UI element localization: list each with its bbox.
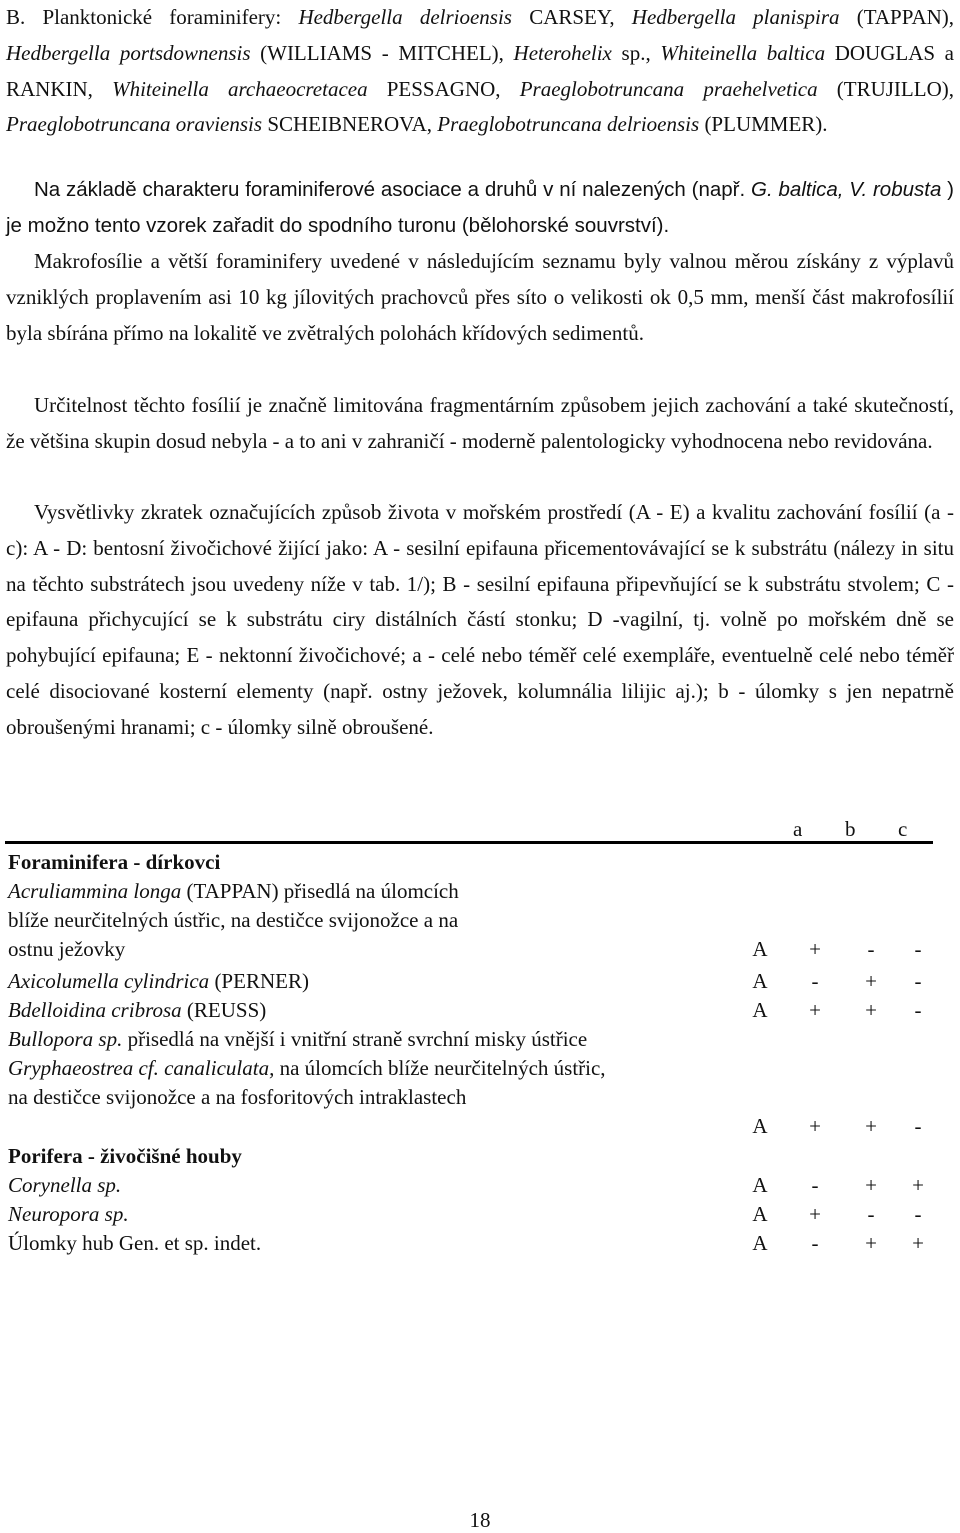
text: sp., [621, 40, 651, 65]
species-name: Whiteinella baltica [660, 40, 826, 65]
life-mode-cell: A [752, 969, 768, 993]
preservation-a-cell: - [811, 969, 819, 993]
text: na úlomcích blíže neurčitelných ústřic, [279, 1056, 606, 1080]
preservation-b-cell: + [865, 1173, 877, 1197]
column-header-a: a [793, 817, 803, 841]
text: blíže neurčitelných ústřic, na destičce svijonožce a na [8, 908, 459, 932]
life-mode-cell: A [752, 1173, 768, 1197]
text: DOUGLAS a RANKIN, [6, 40, 954, 101]
text: (TAPPAN), [856, 5, 955, 29]
text: (WILLIAMS - MITCHEL), [260, 40, 504, 65]
species-name: Bullopora sp. [8, 1027, 123, 1051]
text: Na základě charakteru foraminiferové asociace a druhů v ní nalezených (např. [34, 178, 746, 201]
preservation-a-cell: - [811, 1231, 819, 1255]
species-name: Heterohelix [513, 40, 612, 65]
preservation-a-cell: + [809, 1202, 821, 1226]
preservation-c-cell: + [912, 1231, 924, 1255]
text: (TRUJILLO), [836, 76, 954, 101]
species-name: Whiteinella archaeocretacea [112, 76, 368, 101]
text: ostnu ježovky [8, 937, 126, 961]
species-name: Bdelloidina cribrosa [8, 998, 182, 1022]
life-mode-cell: A [752, 1231, 768, 1255]
life-mode-cell: A [752, 937, 768, 961]
species-name: Praeglobotruncana delrioensis [437, 112, 700, 137]
preservation-b-cell: - [867, 937, 875, 961]
text: na destičce svijonožce a na fosforitových intraklastech [8, 1085, 467, 1109]
preservation-a-cell: - [811, 1173, 819, 1197]
species-name: Neuropora sp. [8, 1202, 129, 1226]
column-header-b: b [845, 817, 856, 841]
preservation-b-cell: + [865, 1114, 877, 1138]
life-mode-cell: A [752, 1114, 768, 1138]
text: Úlomky hub Gen. et sp. indet. [8, 1231, 262, 1255]
preservation-a-cell: + [809, 998, 821, 1022]
group-heading-text: Porifera - živočišné houby [8, 1144, 242, 1168]
page-number: 18 [469, 1508, 491, 1532]
species-name: Hedbergella portsdownensis [6, 40, 251, 65]
preservation-c-cell: - [914, 937, 922, 961]
species-name: Praeglobotruncana oraviensis [6, 112, 263, 137]
preservation-b-cell: + [865, 969, 877, 993]
stratigraphy-paragraph [6, 172, 954, 244]
preservation-c-cell: - [914, 1114, 922, 1138]
preservation-b-cell: + [865, 1231, 877, 1255]
text: (REUSS) [186, 998, 267, 1022]
species-name: Gryphaeostrea cf. canaliculata, [8, 1056, 275, 1080]
preservation-b-cell: - [867, 1202, 875, 1226]
preservation-c-cell: - [914, 998, 922, 1022]
table-rule [5, 841, 933, 844]
text: přisedlá na vnější i vnitřní straně svrchní misky ústřice [127, 1027, 588, 1051]
text: SCHEIBNEROVA, [267, 112, 433, 137]
text: B. Planktonické foraminifery: [6, 5, 282, 29]
text: PESSAGNO, [386, 76, 501, 101]
preservation-c-cell: + [912, 1173, 924, 1197]
species-name: Hedbergella delrioensis [298, 5, 512, 29]
text: (TAPPAN) přisedlá na úlomcích [186, 879, 459, 903]
species-name: Axicolumella cylindrica [8, 969, 210, 993]
macrofossils-paragraph: Makrofosílie a větší foraminifery uvedené v následujícím seznamu byly valnou měrou získány z výplavů vzniklých proplavením asi 10 kg jílovitých prachovců přes síto o velikosti ok 0,5 mm, menší část makrofosílií byla sbírána přímo na lokalitě ve zvětralých polohách křídových sedimentů. [6, 249, 954, 345]
preservation-c-cell: - [914, 969, 922, 993]
text: (PLUMMER). [704, 112, 828, 137]
life-mode-cell: A [752, 1202, 768, 1226]
planktonic-foraminifera-paragraph [6, 0, 954, 143]
column-header-c: c [898, 817, 908, 841]
preservation-c-cell: - [914, 1202, 922, 1226]
species-name: G. baltica, V. robusta [751, 178, 942, 201]
preservation-a-cell: + [809, 937, 821, 961]
preservation-b-cell: + [865, 998, 877, 1022]
determinability-paragraph: Určitelnost těchto fosílií je značně limitována fragmentárním způsobem jejich zachování a také skutečností, že většina skupin dosud nebyla - a to ani v zahraničí - moderně palentologicky vyhodnocena nebo revidována. [6, 393, 954, 453]
species-name: Corynella sp. [8, 1173, 122, 1197]
abbreviations-paragraph: Vysvětlivky zkratek označujících způsob života v mořském prostředí (A - E) a kvalitu zachování fosílií (a - c): A - D: bentosní živočichové žijící jako: A - sesilní epifauna přicementovávající se k substrátu (nálezy in situ na těchto substrátech jsou uvedeny níže v tab. 1/); B - sesilní epifauna připevňující se k substrátu stvolem; C - epifauna přichycující se k substrátu ciry distálních částí stonku; D -vagilní, tj. volně po mořském dně se pohybující epifauna; E - nektonní živočichové; a - celé nebo téměř celé exempláře, eventuelně celé nebo téměř celé disociované kosterní elementy (např. ostny ježovek, kolumnália lilijic aj.); b - úlomky s jen nepatrně obroušenými hranami; c - úlomky silně obroušené. [6, 500, 954, 739]
species-name: Hedbergella planispira [631, 5, 840, 29]
text: CARSEY, [529, 5, 615, 29]
life-mode-cell: A [752, 998, 768, 1022]
preservation-a-cell: + [809, 1114, 821, 1138]
text: ) je možno tento vzorek zařadit do spodního turonu (bělohorské souvrství). [6, 178, 954, 237]
text: (PERNER) [214, 969, 309, 993]
species-name: Praeglobotruncana praehelvetica [519, 76, 818, 101]
species-name: Acruliammina longa [8, 879, 182, 903]
group-heading-text: Foraminifera - dírkovci [8, 850, 221, 874]
